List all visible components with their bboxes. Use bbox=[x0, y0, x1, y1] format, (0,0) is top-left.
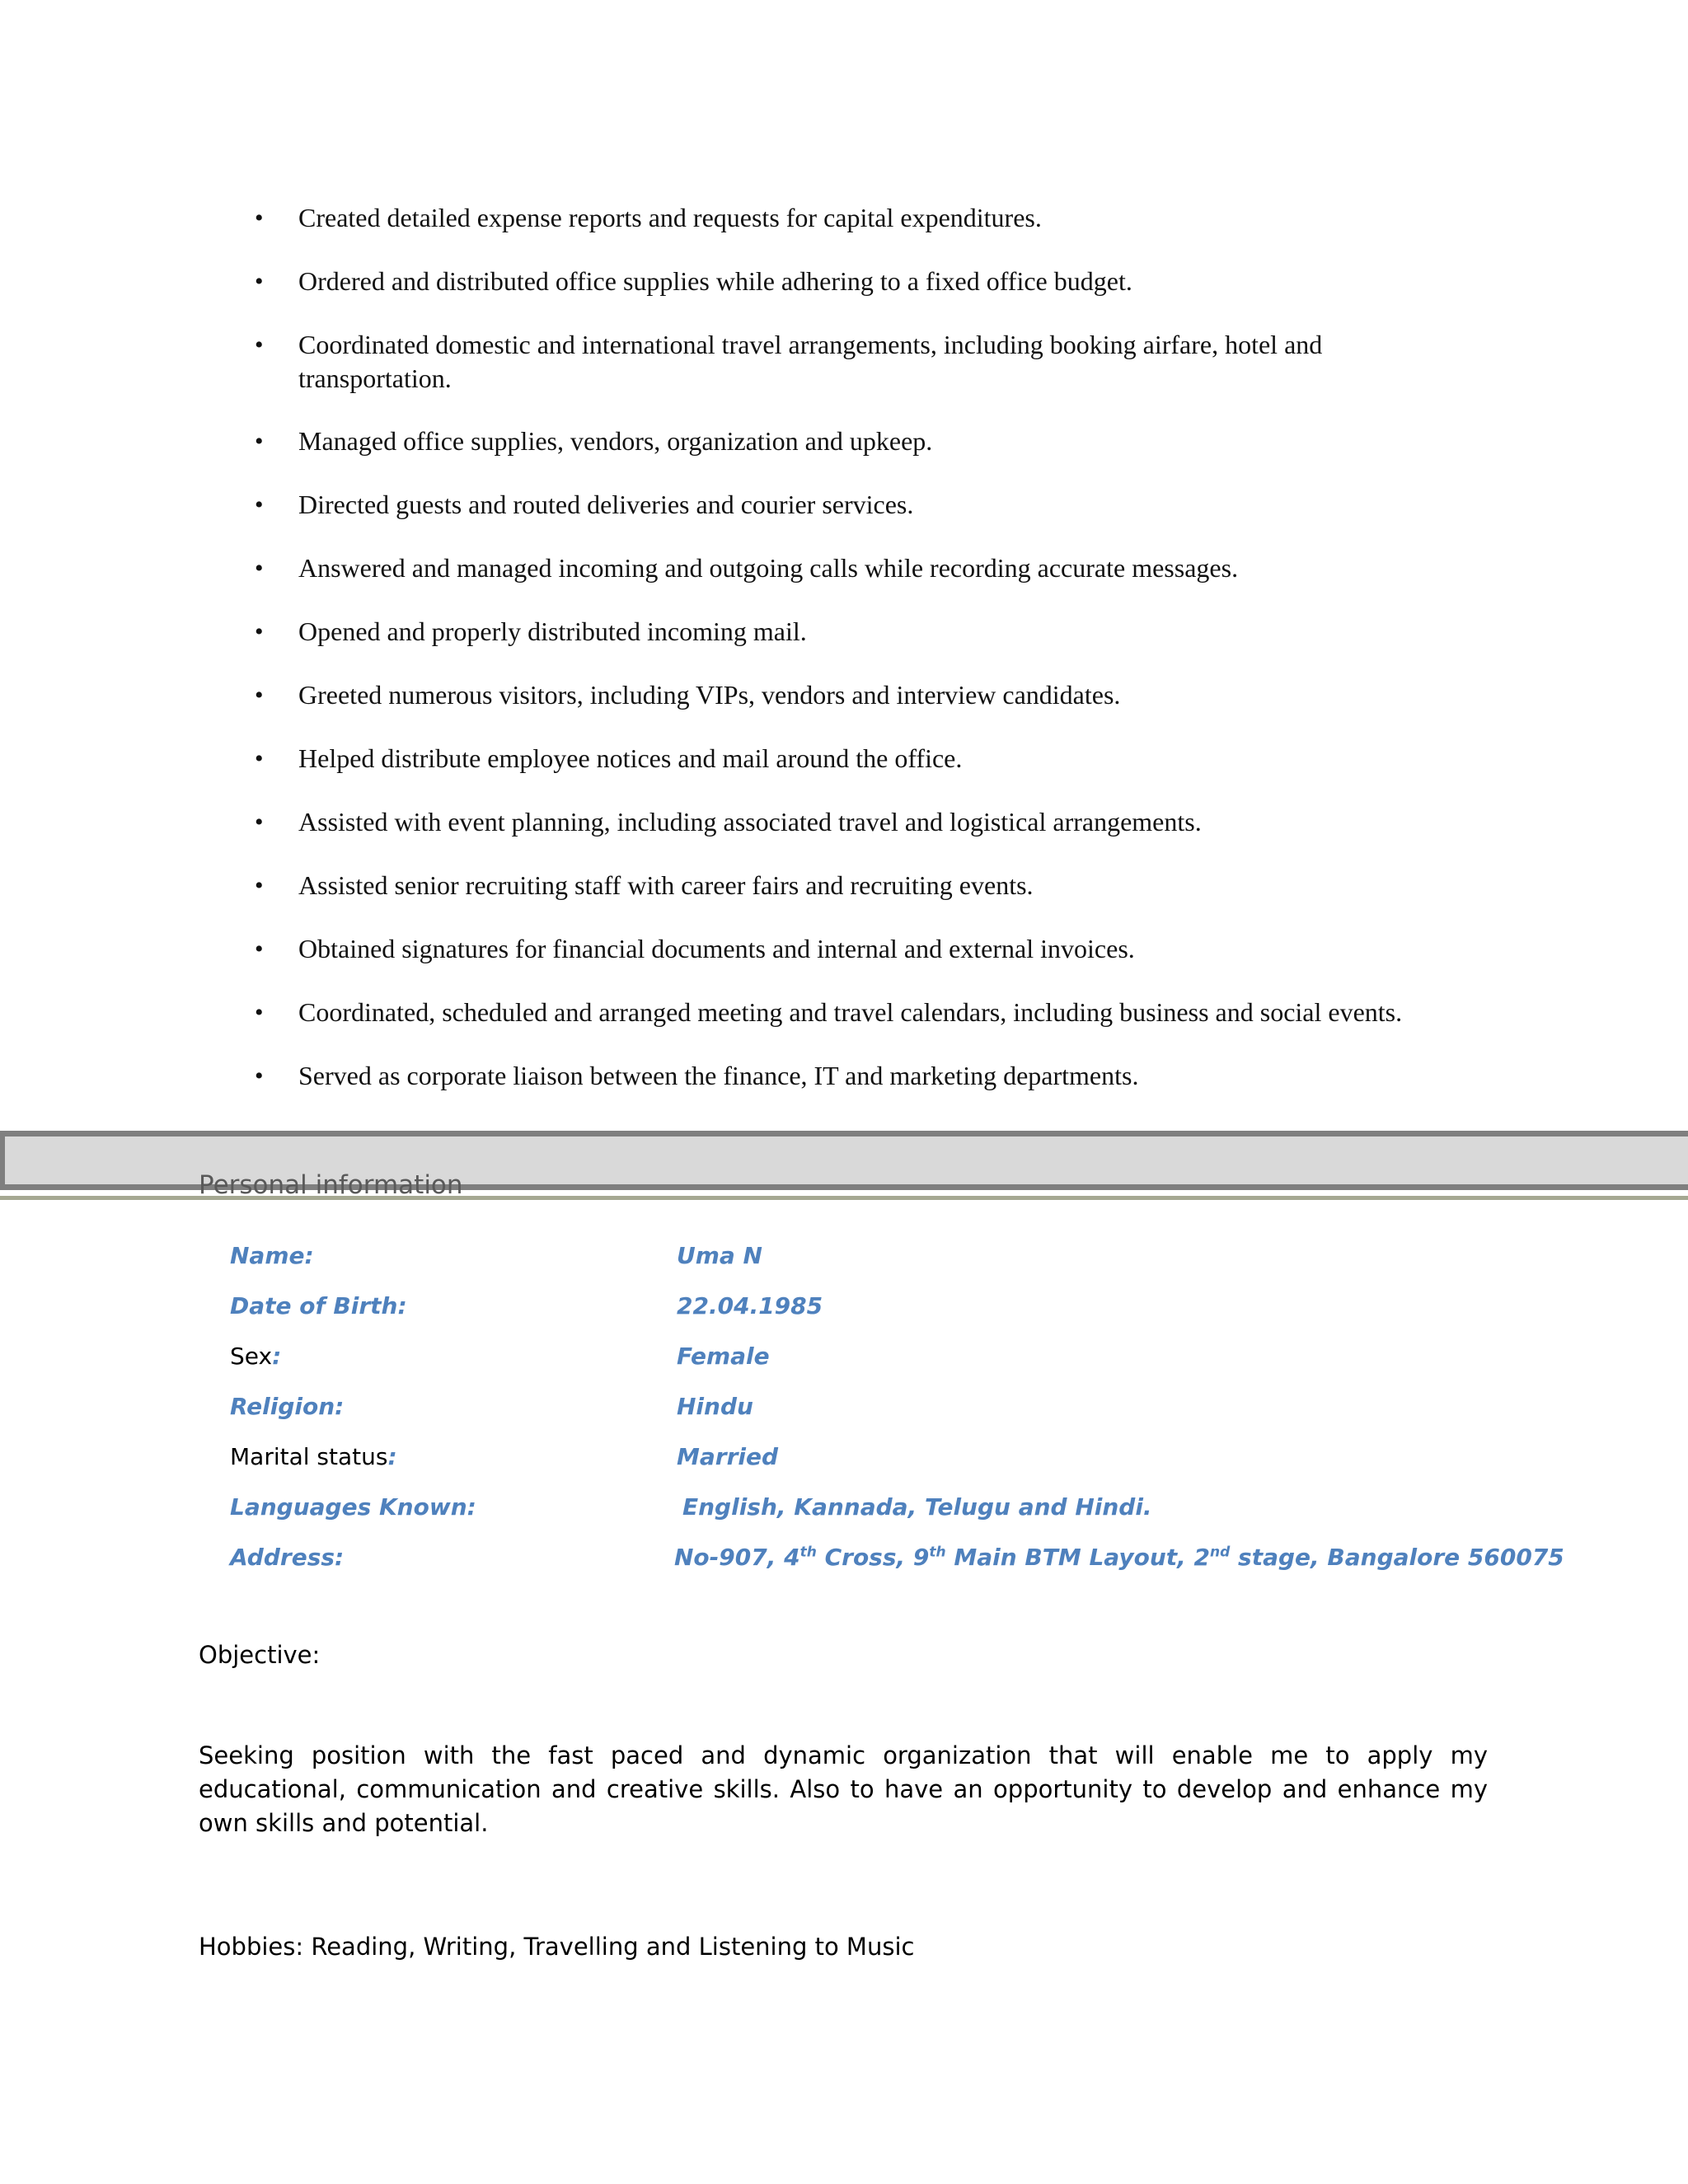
duty-text: Assisted with event planning, including associated travel and logistical arrangements. bbox=[298, 807, 1202, 837]
list-item bbox=[255, 488, 1469, 522]
objective-heading: Objective: bbox=[199, 1641, 321, 1669]
duty-text: Managed office supplies, vendors, organization and upkeep. bbox=[298, 426, 933, 456]
name-value: Uma N bbox=[677, 1242, 762, 1269]
marital-status-value: Married bbox=[677, 1443, 779, 1470]
name-label: Name: bbox=[230, 1242, 314, 1269]
bullet-icon: • bbox=[255, 491, 264, 518]
list-item bbox=[255, 996, 1469, 1029]
list-item bbox=[255, 932, 1469, 966]
address-ordinal: th bbox=[929, 1544, 946, 1561]
list-item bbox=[255, 328, 1469, 396]
hobbies-text: Hobbies: Reading, Writing, Travelling and Listening to Music bbox=[199, 1933, 915, 1961]
address-part: stage, Bangalore 560075 bbox=[1230, 1544, 1564, 1571]
duty-text: Opened and properly distributed incoming mail. bbox=[298, 616, 807, 646]
bullet-icon: • bbox=[255, 682, 264, 709]
bullet-icon: • bbox=[255, 428, 264, 455]
duty-text: Directed guests and routed deliveries and courier services. bbox=[298, 490, 914, 519]
objective-text: Seeking position with the fast paced and dynamic organization that will enable me to apply my educational, communication and creative skills. Also to have an opportunity to develop and enhance my own skills and potential. bbox=[199, 1741, 1488, 1837]
list-item bbox=[255, 742, 1469, 776]
duty-text: Coordinated domestic and international travel arrangements, including booking airfare, hotel and transportation. bbox=[298, 330, 1323, 393]
duty-text: Coordinated, scheduled and arranged meeting and travel calendars, including business and social events. bbox=[298, 997, 1403, 1027]
duty-text: Created detailed expense reports and requests for capital expenditures. bbox=[298, 203, 1042, 232]
dob-value: 22.04.1985 bbox=[677, 1292, 823, 1319]
bullet-icon: • bbox=[255, 935, 264, 963]
duty-text: Greeted numerous visitors, including VIPs, vendors and interview candidates. bbox=[298, 680, 1121, 710]
duty-text: Assisted senior recruiting staff with career fairs and recruiting events. bbox=[298, 870, 1034, 900]
list-item bbox=[255, 1059, 1469, 1093]
bullet-icon: • bbox=[255, 331, 264, 359]
address-part: Cross, 9 bbox=[816, 1544, 930, 1571]
bullet-icon: • bbox=[255, 618, 264, 645]
list-item bbox=[255, 678, 1469, 712]
bullet-icon: • bbox=[255, 808, 264, 836]
list-item bbox=[255, 265, 1469, 298]
religion-label: Religion: bbox=[230, 1393, 345, 1420]
dob-label: Date of Birth: bbox=[230, 1292, 407, 1319]
bullet-icon: • bbox=[255, 555, 264, 582]
marital-status-label-colon: : bbox=[387, 1443, 397, 1470]
bullet-icon: • bbox=[255, 745, 264, 772]
marital-status-label bbox=[230, 1441, 397, 1474]
address-label: Address: bbox=[230, 1544, 345, 1571]
duty-text: Ordered and distributed office supplies while adhering to a fixed office budget. bbox=[298, 266, 1132, 296]
bullet-icon: • bbox=[255, 204, 264, 232]
sex-label-text: Sex bbox=[230, 1343, 273, 1370]
list-item bbox=[255, 201, 1469, 235]
languages-label: Languages Known: bbox=[230, 1493, 476, 1521]
duty-text: Helped distribute employee notices and mail around the office. bbox=[298, 743, 963, 773]
list-item bbox=[255, 869, 1469, 902]
marital-status-label-text: Marital status bbox=[230, 1443, 388, 1470]
personal-info-title: Personal information bbox=[199, 1170, 463, 1200]
bullet-icon: • bbox=[255, 999, 264, 1026]
list-item bbox=[255, 615, 1469, 649]
list-item bbox=[255, 424, 1469, 458]
bullet-icon: • bbox=[255, 872, 264, 899]
address-ordinal: nd bbox=[1210, 1544, 1231, 1561]
list-item bbox=[255, 805, 1469, 839]
bullet-icon: • bbox=[255, 1062, 264, 1090]
bullet-icon: • bbox=[255, 268, 264, 295]
sex-label bbox=[230, 1340, 281, 1373]
duty-text: Answered and managed incoming and outgoing calls while recording accurate messages. bbox=[298, 553, 1239, 583]
list-item bbox=[255, 551, 1469, 585]
sex-label-colon: : bbox=[272, 1343, 282, 1370]
address-value bbox=[674, 1541, 1564, 1574]
address-ordinal: th bbox=[799, 1544, 817, 1561]
duty-text: Obtained signatures for financial documents and internal and external invoices. bbox=[298, 934, 1135, 963]
address-part: Main BTM Layout, 2 bbox=[945, 1544, 1211, 1571]
languages-value: English, Kannada, Telugu and Hindi. bbox=[682, 1493, 1152, 1521]
address-part: No-907, 4 bbox=[674, 1544, 800, 1571]
sex-value: Female bbox=[677, 1343, 770, 1370]
religion-value: Hindu bbox=[677, 1393, 753, 1420]
duty-text: Served as corporate liaison between the finance, IT and marketing departments. bbox=[298, 1061, 1139, 1090]
